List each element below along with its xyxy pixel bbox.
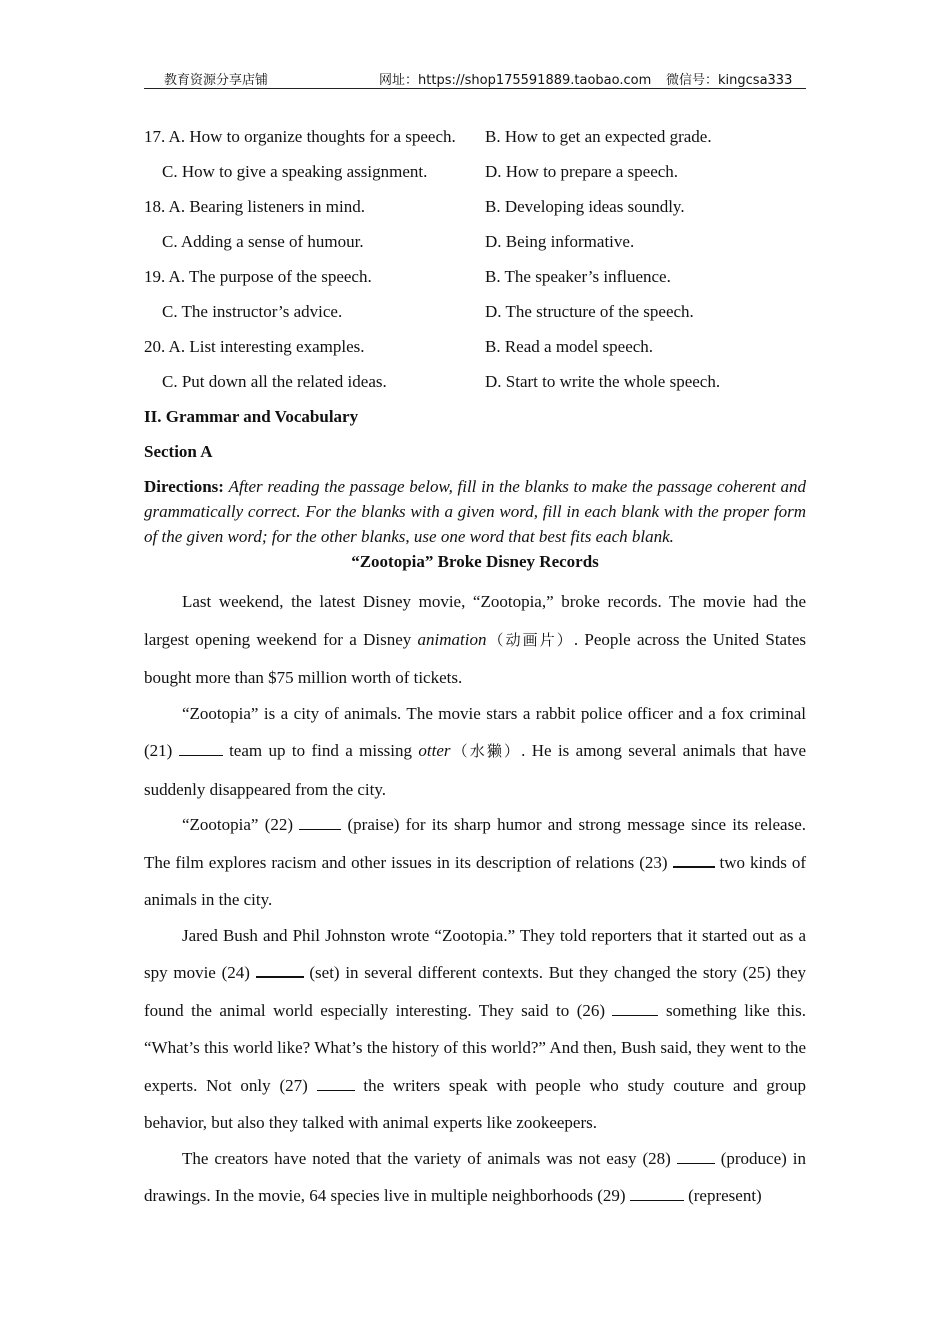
text: Last weekend, the latest Disney movie, “Zootopia,” broke records. The movie had the largest opening weekend for a Disney [144,592,806,649]
blank-21[interactable] [179,741,223,756]
wechat-value: kingcsa333 [718,73,793,88]
text: Jared Bush and Phil Johnston wrote “Zootopia.” They told reporters that it started out as a spy movie (24) [144,925,806,982]
option-a: 17. A. How to organize thoughts for a speech. [144,127,456,146]
question-19-row-2 [144,299,806,334]
option-c: C. The instructor’s advice. [162,302,343,321]
blank-22[interactable] [299,815,341,830]
chinese-gloss: （水獭） [450,742,522,760]
blank-24[interactable] [256,962,304,978]
page-content [144,124,806,1213]
directions-text: After reading the passage below, fill in the blanks to make the passage coherent and grammatically correct. For the blanks with a given word, fill in each blank with the proper form of the given word; for the other blanks, use one word that best fits each blank. [144,477,807,546]
chinese-gloss: （动画片） [486,630,574,649]
section-heading: II. Grammar and Vocabulary [144,407,359,426]
passage-title: “Zootopia” Broke Disney Records [351,552,599,571]
option-c: C. How to give a speaking assignment. [162,162,428,181]
section-a-heading: Section A [144,442,213,461]
question-18-row-1 [144,194,806,229]
option-c: C. Adding a sense of humour. [162,232,364,251]
text: (set) in several different contexts. But they changed the story (25) [303,963,777,982]
option-b: B. Read a model speech. [485,337,654,356]
paragraph-1 [144,583,806,697]
question-18-row-2 [144,229,806,264]
question-19-row-1 [144,264,806,299]
option-a: 19. A. The purpose of the speech. [144,267,372,286]
question-20-row-2 [144,369,806,404]
paragraph-2 [144,695,806,809]
option-c: C. Put down all the related ideas. [162,372,387,391]
option-b: B. How to get an expected grade. [485,127,712,146]
term-otter: otter [418,741,451,760]
text: two kinds of animals in the city. [144,852,806,909]
text: the writers speak with people who study couture and group behavior, but also they talked with animal experts like zookeepers. [144,1075,806,1132]
shop-url [379,69,651,88]
paragraph-3 [144,806,806,919]
text: “Zootopia” (22) [182,815,300,834]
term-animation: animation [417,629,487,649]
option-d: D. The structure of the speech. [485,302,694,321]
option-d: D. Being informative. [485,232,635,251]
paragraph-5 [144,1140,806,1215]
option-d: D. Start to write the whole speech. [485,372,721,391]
question-17-row-1 [144,124,806,159]
text: they found the animal world especially interesting. They said to (26) [144,963,806,1020]
url-value: https://shop175591889.taobao.com [418,73,652,88]
option-b: B. Developing ideas soundly. [485,197,685,216]
wechat-label: 微信号： [666,73,719,88]
directions-label: Directions: [144,477,224,496]
option-a: 20. A. List interesting examples. [144,337,365,356]
blank-27[interactable] [317,1076,355,1091]
directions [144,474,806,549]
blank-26[interactable] [612,1001,658,1016]
blank-23[interactable] [673,852,715,868]
text: something like this. “What’s this world like? What’s the history of this world?” And then, Bush said, they went to the experts. Not only (27) [144,1000,806,1095]
question-17-row-2 [144,159,806,194]
blank-29[interactable] [630,1186,684,1201]
text: The creators have noted that the variety of animals was not easy (28) [182,1148,677,1168]
option-a: 18. A. Bearing listeners in mind. [144,197,365,216]
text: team up to find a missing [222,741,419,760]
text: (praise) for its sharp humor and strong message since its release. The film explores racism and other issues in its description of relations (23) [144,815,806,872]
option-b: B. The speaker’s influence. [485,267,671,286]
shop-name: 教育资源分享店铺 [164,73,269,88]
text: (produce) in drawings. In the movie, 64 species live in multiple neighborhoods (29) [144,1148,806,1205]
text: “Zootopia” is a city of animals. The movie stars a rabbit police officer and a fox criminal (21) [144,703,806,760]
blank-28[interactable] [677,1149,715,1164]
text: . He is among several animals that have suddenly disappeared from the city. [144,741,806,799]
question-20-row-1 [144,334,806,369]
url-label: 网址： [379,73,419,88]
page-header [144,66,806,89]
option-d: D. How to prepare a speech. [485,162,679,181]
paragraph-4 [144,917,806,1142]
text: . People across the United States bought more than $75 million worth of tickets. [144,629,806,687]
text: (represent) [683,1186,762,1205]
wechat-id [666,69,792,88]
